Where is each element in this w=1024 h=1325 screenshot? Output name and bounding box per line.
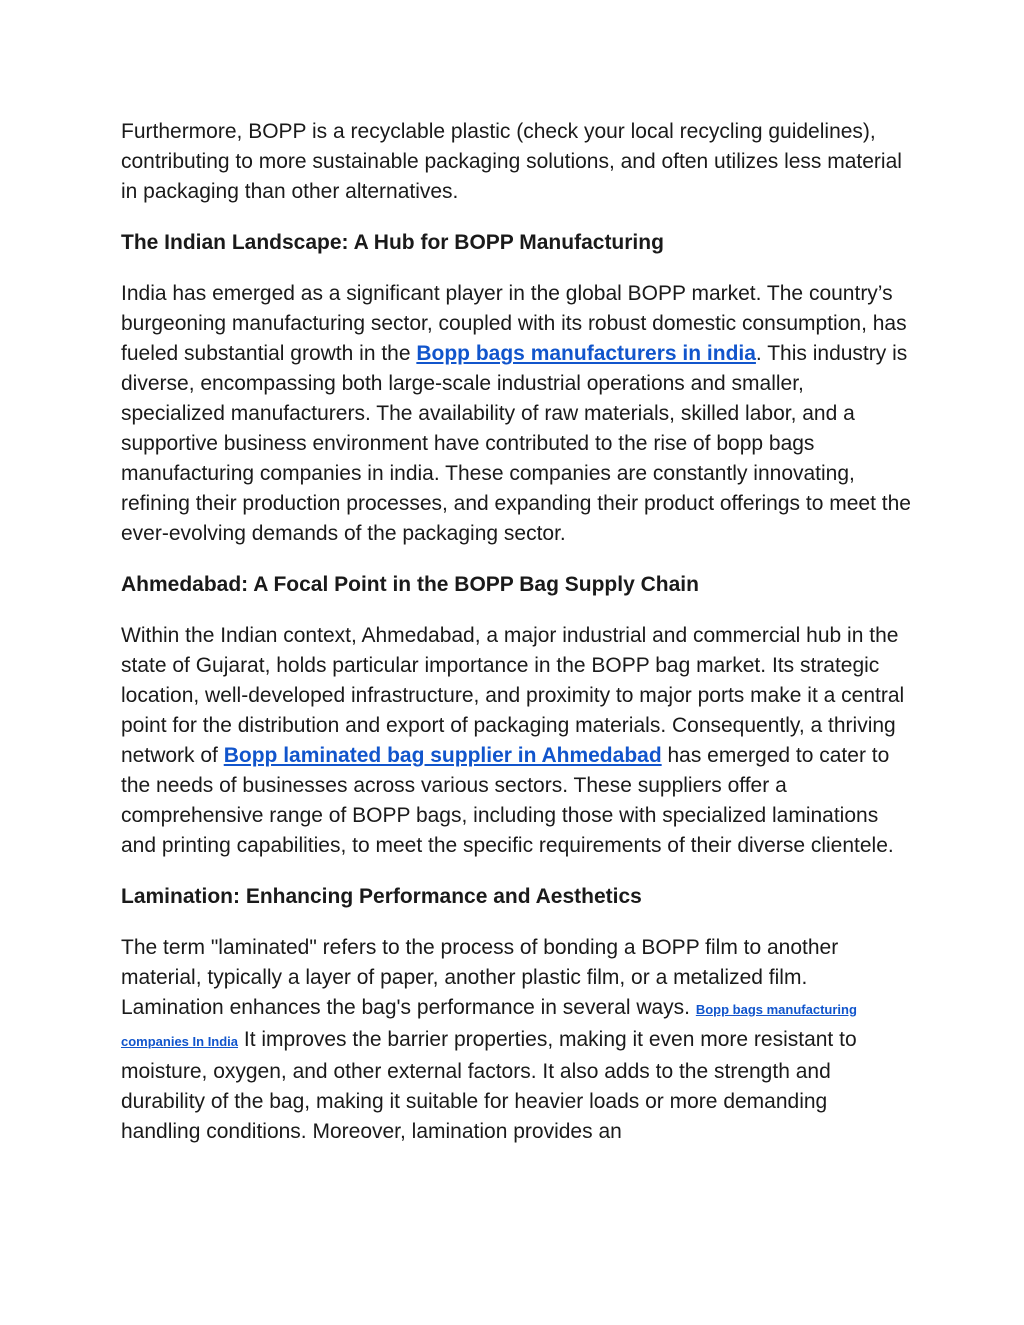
paragraph-recyclable: Furthermore, BOPP is a recyclable plastic (check your local recycling guidelines), contributing to more sustainable packaging solutions, and often utilizes less material in packaging than other alternatives.	[121, 120, 902, 203]
paragraph-india-market	[121, 279, 911, 549]
paragraph-lamination	[121, 933, 911, 1147]
document-page	[121, 117, 911, 1147]
link-bopp-bags-manufacturers-india[interactable]: Bopp bags manufacturers in india	[416, 342, 756, 365]
link-bopp-bags-manufacturing-companies[interactable]: Bopp bags manufacturing companies In India	[121, 1002, 857, 1049]
heading-ahmedabad: Ahmedabad: A Focal Point in the BOPP Bag Supply Chain	[121, 573, 699, 596]
paragraph-text: It improves the barrier properties, making it even more resistant to moisture, oxygen, and other external factors. It also adds to the strength and durability of the bag, making it suitable for heavier loads or more demanding handling conditions. Moreover, lamination provides an	[121, 1028, 857, 1143]
paragraph-text: Within the Indian context, Ahmedabad, a major industrial and commercial hub in the state of Gujarat, holds particular importance in the BOPP bag market. Its strategic location, well-developed infrastructure, and proximity to major ports make it a central point for the distribution and export of packaging materials. Consequently, a thriving network of	[121, 624, 905, 767]
heading-indian-landscape: The Indian Landscape: A Hub for BOPP Manufacturing	[121, 231, 664, 254]
paragraph-text: has emerged to cater to the needs of businesses across various sectors. These suppliers offer a comprehensive range of BOPP bags, including those with specialized laminations and printing capabilities, to meet the specific requirements of their diverse clientele.	[121, 744, 894, 857]
link-bopp-laminated-bag-supplier[interactable]: Bopp laminated bag supplier in Ahmedabad	[223, 744, 662, 767]
heading-lamination: Lamination: Enhancing Performance and Aesthetics	[121, 885, 642, 908]
paragraph-text: . This industry is diverse, encompassing both large-scale industrial operations and smaller, specialized manufacturers. The availability of raw materials, skilled labor, and a supportive business environment have contributed to the rise of bopp bags manufacturing companies in india. These companies are constantly innovating, refining their production processes, and expanding their product offerings to meet the ever-evolving demands of the packaging sector.	[121, 342, 911, 545]
paragraph-text: India has emerged as a significant player in the global BOPP market. The country’s burgeoning manufacturing sector, coupled with its robust domestic consumption, has fueled substantial growth in the	[121, 282, 907, 365]
paragraph-ahmedabad	[121, 621, 911, 861]
paragraph-text: The term "laminated" refers to the process of bonding a BOPP film to another material, typically a layer of paper, another plastic film, or a metalized film. Lamination enhances the bag's performance in several ways.	[121, 936, 839, 1019]
